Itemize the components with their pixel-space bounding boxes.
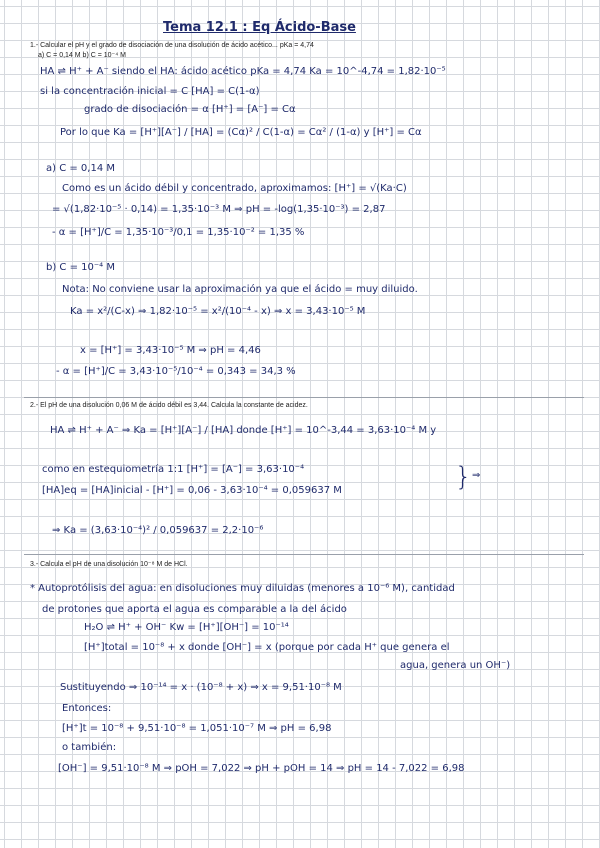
section-divider — [24, 397, 584, 398]
p1-intro-line-1: HA ⇌ H⁺ + A⁻ siendo el HA: ácido acético pKa = 4,74 Ka = 10^-4,74 = 1,82·10⁻⁵ — [40, 66, 446, 77]
p3-line-9: o también: — [62, 742, 117, 753]
p1-b-note: Nota: No conviene usar la aproximación ya que el ácido = muy diluido. — [62, 284, 418, 295]
p1-b-line-2: x = [H⁺] = 3,43·10⁻⁵ M ⇒ pH = 4,46 — [80, 345, 261, 356]
p3-line-4: [H⁺]total = 10⁻⁸ + x donde [OH⁻] = x (porque por cada H⁺ que genera el — [84, 642, 450, 653]
section-divider-2 — [24, 554, 584, 555]
p3-line-7: Entonces: — [62, 703, 112, 714]
p2-line-3: [HA]eq = [HA]inicial - [H⁺] = 0,06 - 3,63·10⁻⁴ = 0,059637 M — [42, 485, 342, 496]
p1-b-line-1: Ka = x²/(C-x) ⇒ 1,82·10⁻⁵ = x²/(10⁻⁴ - x) ⇒ x = 3,43·10⁻⁵ M — [70, 306, 366, 317]
p1-intro-line-3: grado de disociación = α [H⁺] = [A⁻] = Cα — [84, 104, 296, 115]
problem-1-statement-cases: a) C = 0,14 M b) C = 10⁻⁴ M — [38, 52, 127, 59]
p2-brace-arrow: ⇒ — [472, 470, 481, 481]
p3-line-6: Sustituyendo ⇒ 10⁻¹⁴ = x · (10⁻⁸ + x) ⇒ x = 9,51·10⁻⁸ M — [60, 682, 342, 693]
problem-3-statement: 3.- Calcula el pH de una disolución 10⁻⁸ M de HCl. — [30, 561, 188, 568]
p3-line-8: [H⁺]t = 10⁻⁸ + 9,51·10⁻⁸ = 1,051·10⁻⁷ M ⇒ pH = 6,98 — [62, 723, 332, 734]
problem-2-statement: 2.- El pH de una disolución 0,06 M de ácido débil es 3,44. Calcula la constante de acidez. — [30, 402, 308, 409]
p1-a-line-1: Como es un ácido débil y concentrado, aproximamos: [H⁺] = √(Ka·C) — [62, 183, 407, 194]
p2-brace: } — [455, 462, 472, 492]
p1-b-line-3: - α = [H⁺]/C = 3,43·10⁻⁵/10⁻⁴ = 0,343 = 34,3 % — [56, 366, 296, 377]
p3-line-2: de protones que aporta el agua es comparable a la del ácido — [42, 604, 347, 615]
page-title: Tema 12.1 : Eq Ácido-Base — [163, 20, 356, 35]
p3-line-10: [OH⁻] = 9,51·10⁻⁸ M ⇒ pOH = 7,022 ⇒ pH + pOH = 14 ⇒ pH = 14 - 7,022 = 6,98 — [58, 763, 465, 774]
p1-intro-line-4: Por lo que Ka = [H⁺][A⁻] / [HA] = (Cα)² / C(1-α) = Cα² / (1-α) y [H⁺] = Cα — [60, 127, 422, 138]
p2-result: ⇒ Ka = (3,63·10⁻⁴)² / 0,059637 = 2,2·10⁻⁶ — [52, 525, 264, 536]
p3-line-5: agua, genera un OH⁻) — [400, 660, 511, 671]
p3-line-1: * Autoprotólisis del agua: en disoluciones muy diluidas (menores a 10⁻⁶ M), cantidad — [30, 583, 455, 594]
p1-a-line-2: = √(1,82·10⁻⁵ · 0,14) = 1,35·10⁻³ M ⇒ pH = -log(1,35·10⁻³) = 2,87 — [52, 204, 386, 215]
p1-intro-line-2: si la concentración inicial = C [HA] = C(1-α) — [40, 86, 260, 97]
p2-line-1: HA ⇌ H⁺ + A⁻ ⇒ Ka = [H⁺][A⁻] / [HA] donde [H⁺] = 10^-3,44 = 3,63·10⁻⁴ M y — [50, 425, 437, 436]
p1-a-line-3: - α = [H⁺]/C = 1,35·10⁻³/0,1 = 1,35·10⁻² = 1,35 % — [52, 227, 305, 238]
p1-part-a-label: a) C = 0,14 M — [46, 163, 115, 174]
problem-1-statement: 1.- Calcular el pH y el grado de disociación de una disolución de ácido acético... pKa = 4,74 — [30, 42, 314, 49]
p3-line-3: H₂O ⇌ H⁺ + OH⁻ Kw = [H⁺][OH⁻] = 10⁻¹⁴ — [84, 622, 289, 633]
p1-part-b-label: b) C = 10⁻⁴ M — [46, 262, 115, 273]
p2-line-2: como en estequiometría 1:1 [H⁺] = [A⁻] = 3,63·10⁻⁴ — [42, 464, 305, 475]
